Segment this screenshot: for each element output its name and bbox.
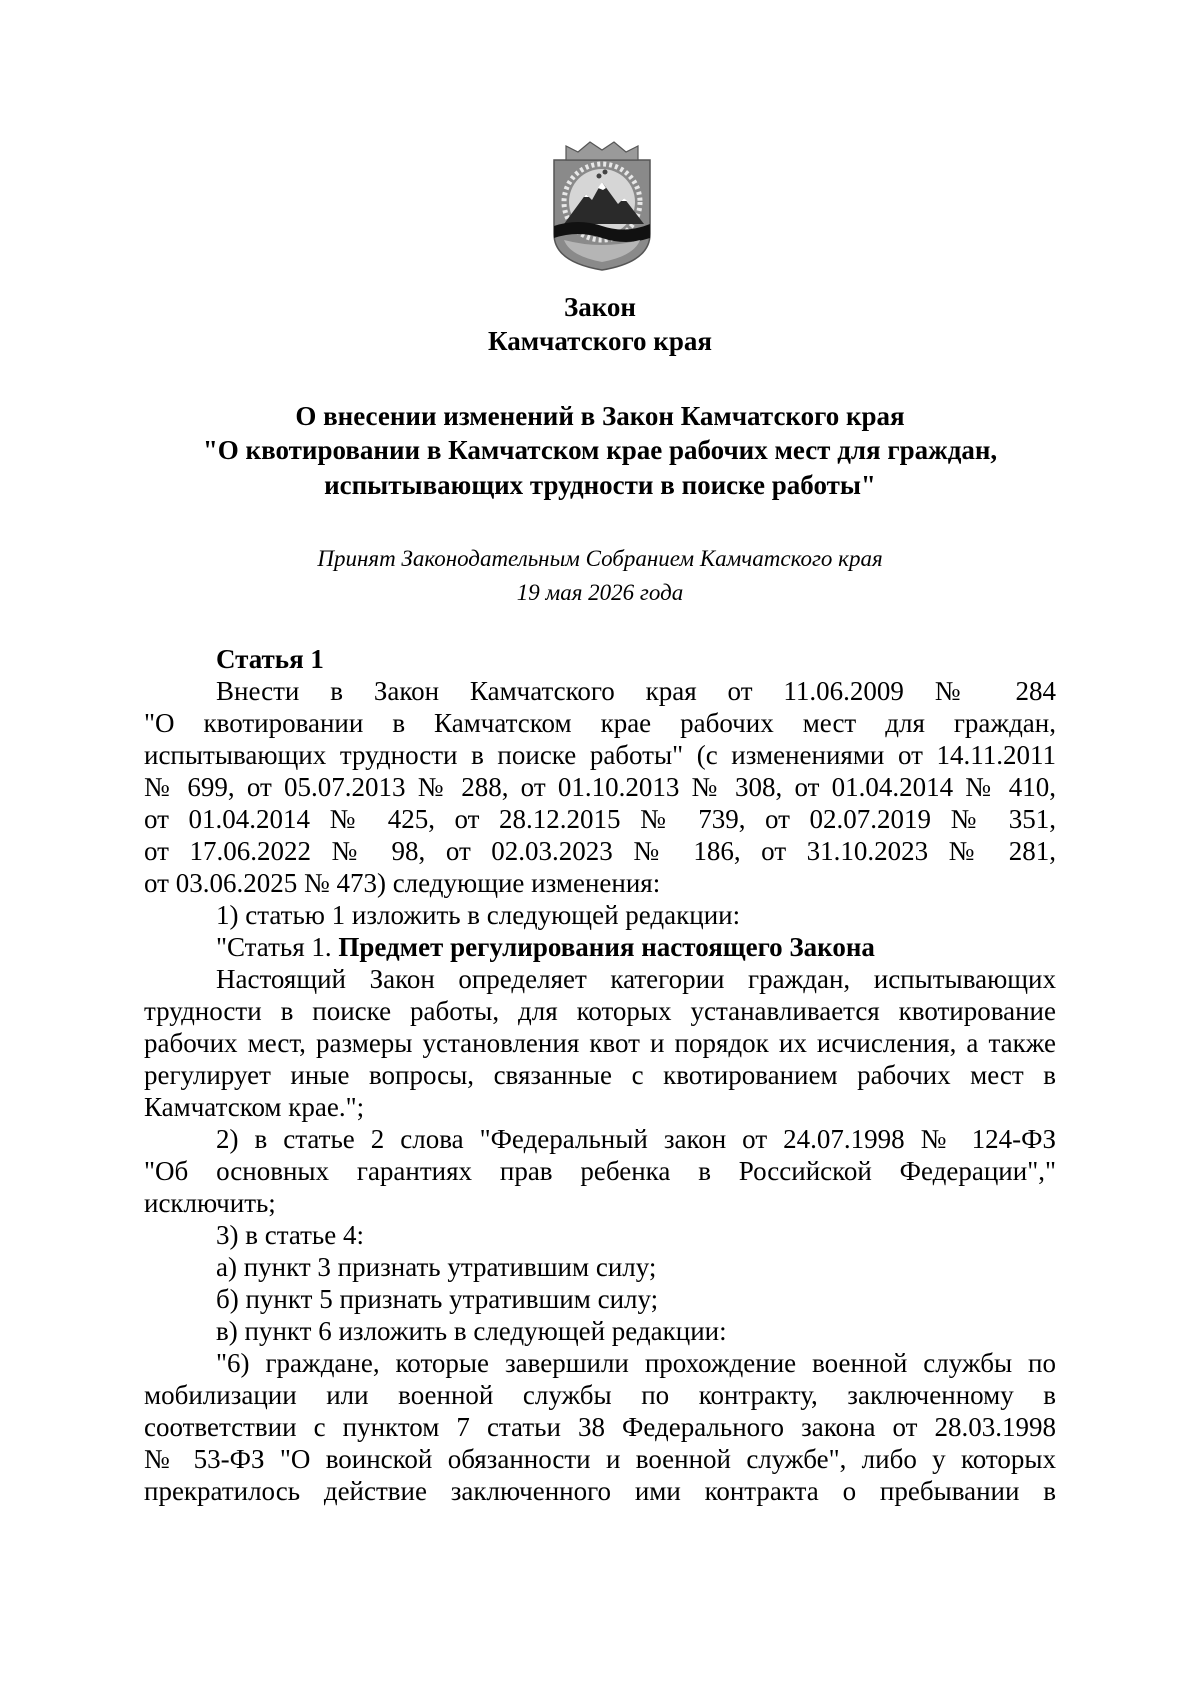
list-item: а) пункт 3 признать утратившим силу; bbox=[216, 1252, 657, 1282]
paragraph-line: Камчатском крае."; bbox=[144, 1092, 365, 1122]
paragraph-line: трудности в поиске работы, для которых устанавливается квотирование bbox=[144, 996, 1056, 1026]
paragraph-line: от 17.06.2022 № 98, от 02.03.2023 № 186, от 31.10.2023 № 281, bbox=[144, 836, 1056, 866]
paragraph-line: регулирует иные вопросы, связанные с квотированием рабочих мест в bbox=[144, 1060, 1056, 1090]
article-1-heading bbox=[144, 931, 1056, 963]
paragraph-line: № 53-ФЗ "О воинской обязанности и военной службе", либо у которых bbox=[144, 1444, 1056, 1474]
paragraph-line: Внести в Закон Камчатского края от 11.06.2009 № 284 bbox=[216, 676, 1056, 706]
law-label: Закон bbox=[563, 292, 636, 322]
adoption-date: 19 мая 2026 года bbox=[516, 580, 684, 605]
paragraph-line: прекратилось действие заключенного ими контракта о пребывании в bbox=[144, 1476, 1056, 1506]
region-label: Камчатского края bbox=[488, 326, 712, 356]
article-1-title: Предмет регулирования настоящего Закона bbox=[338, 932, 875, 962]
paragraph-line: исключить; bbox=[144, 1188, 276, 1218]
paragraph-line: 2) в статье 2 слова "Федеральный закон от 24.07.1998 № 124-ФЗ bbox=[216, 1124, 1056, 1154]
paragraph-line: "6) граждане, которые завершили прохождение военной службы по bbox=[216, 1348, 1056, 1378]
paragraph-line: "Об основных гарантиях прав ребенка в Российской Федерации"," bbox=[144, 1156, 1056, 1186]
kamchatka-coat-of-arms-icon bbox=[548, 138, 656, 272]
paragraph-line: № 699, от 05.07.2013 № 288, от 01.10.2013 № 308, от 01.04.2014 № 410, bbox=[144, 772, 1056, 802]
list-item: б) пункт 5 признать утратившим силу; bbox=[216, 1284, 659, 1314]
paragraph-line: испытывающих трудности в поиске работы" (с изменениями от 14.11.2011 bbox=[144, 740, 1056, 770]
law-title-line-3: испытывающих трудности в поиске работы" bbox=[324, 470, 876, 500]
paragraph-line: от 03.06.2025 № 473) следующие изменения: bbox=[144, 868, 661, 898]
list-item: 3) в статье 4: bbox=[216, 1220, 364, 1250]
article-body bbox=[144, 675, 1056, 1507]
article-1-prefix: "Статья 1. bbox=[216, 932, 339, 962]
paragraph-line: рабочих мест, размеры установления квот и порядок их исчисления, а также bbox=[144, 1028, 1056, 1058]
paragraph-line: соответствии с пунктом 7 статьи 38 Федерального закона от 28.03.1998 bbox=[144, 1412, 1056, 1442]
list-item: 1) статью 1 изложить в следующей редакции: bbox=[216, 900, 741, 930]
paragraph-line: Настоящий Закон определяет категории граждан, испытывающих bbox=[216, 964, 1056, 994]
law-title-line-2: "О квотировании в Камчатском крае рабочих мест для граждан, bbox=[202, 435, 998, 465]
adoption-note: Принят Законодательным Собранием Камчатского края bbox=[317, 546, 883, 571]
paragraph-line: мобилизации или военной службы по контракту, заключенному в bbox=[144, 1380, 1056, 1410]
paragraph-line: от 01.04.2014 № 425, от 28.12.2015 № 739, от 02.07.2019 № 351, bbox=[144, 804, 1056, 834]
paragraph-line: "О квотировании в Камчатском крае рабочих мест для граждан, bbox=[144, 708, 1056, 738]
law-title-line-1: О внесении изменений в Закон Камчатского края bbox=[295, 401, 905, 431]
list-item: в) пункт 6 изложить в следующей редакции: bbox=[216, 1316, 727, 1346]
article-heading: Статья 1 bbox=[216, 644, 324, 674]
